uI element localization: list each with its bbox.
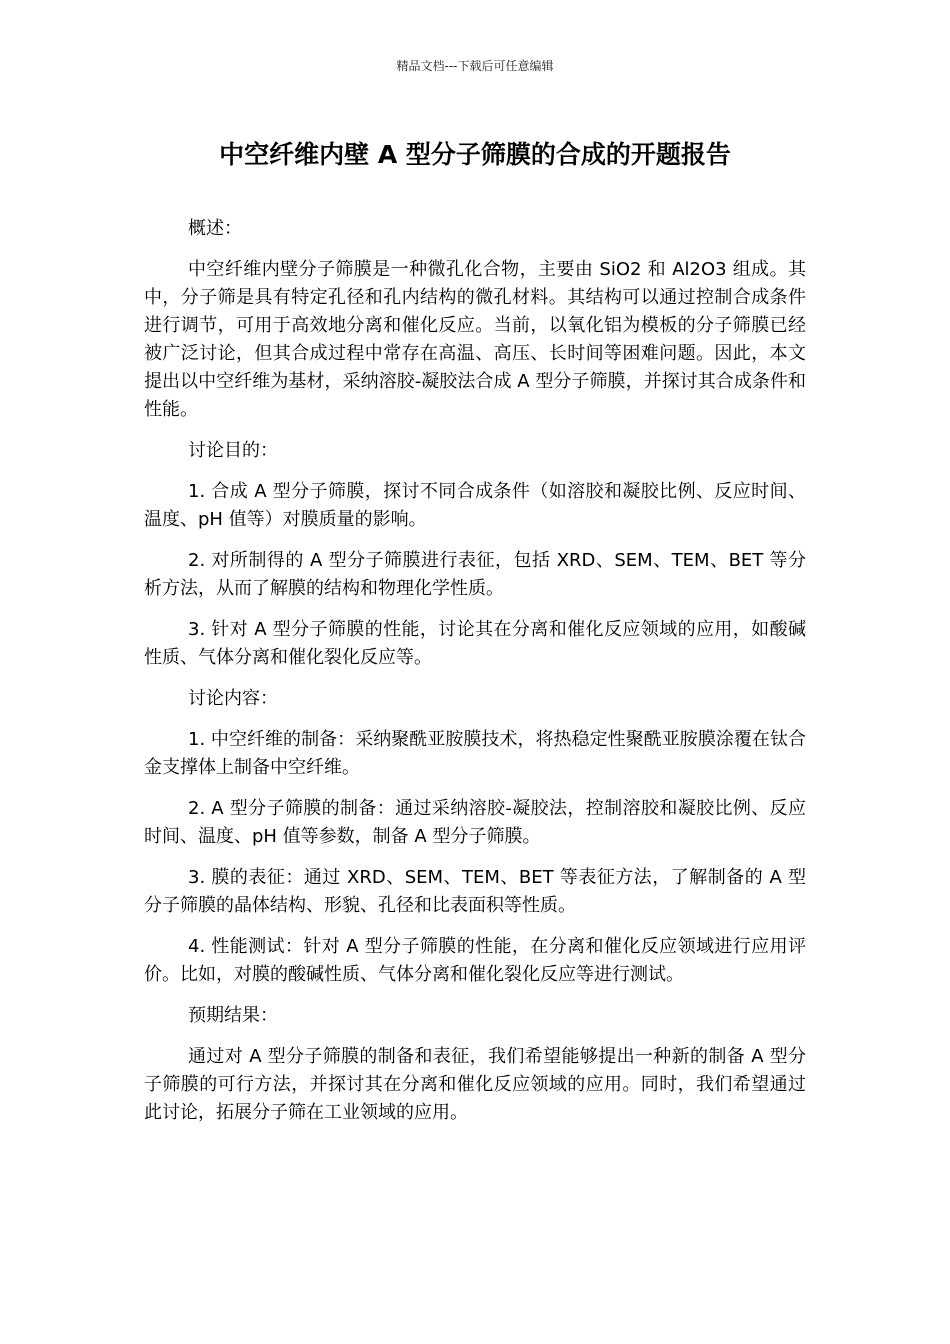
purpose-item: 1. 合成 A 型分子筛膜，探讨不同合成条件（如溶胶和凝胶比例、反应时间、温度、pH 值等）对膜质量的影响。 [144,481,806,530]
content-item: 4. 性能测试：针对 A 型分子筛膜的性能，在分离和催化反应领域进行应用评价。比如，对膜的酸碱性质、气体分离和催化裂化反应等进行测试。 [144,936,806,985]
content-item: 3. 膜的表征：通过 XRD、SEM、TEM、BET 等表征方法，了解制备的 A 型分子筛膜的晶体结构、形貌、孔径和比表面积等性质。 [144,867,806,916]
document-body [144,215,806,1140]
overview-paragraph: 中空纤维内壁分子筛膜是一种微孔化合物，主要由 SiO2 和 Al2O3 组成。其中，分子筛是具有特定孔径和孔内结构的微孔材料。其结构可以通过控制合成条件进行调节，可用于高效地分离和催化反应。当前，以氧化铝为模板的分子筛膜已经被广泛讨论，但其合成过程中常存在高温、高压、长时间等困难问题。因此，本文提出以中空纤维为基材，采纳溶胶-凝胶法合成 A 型分子筛膜，并探讨其合成条件和性能。 [144,259,806,420]
section-heading-expected: 预期结果： [188,1005,278,1026]
content-item: 2. A 型分子筛膜的制备：通过采纳溶胶-凝胶法，控制溶胶和凝胶比例、反应时间、温度、pH 值等参数，制备 A 型分子筛膜。 [144,798,806,847]
purpose-item: 3. 针对 A 型分子筛膜的性能，讨论其在分离和催化反应领域的应用，如酸碱性质、气体分离和催化裂化反应等。 [144,619,806,668]
section-heading-overview: 概述： [188,218,242,239]
content-item: 1. 中空纤维的制备：采纳聚酰亚胺膜技术，将热稳定性聚酰亚胺膜涂覆在钛合金支撑体上制备中空纤维。 [144,729,806,778]
section-heading-purpose: 讨论目的： [188,440,278,461]
section-heading-content: 讨论内容： [188,688,278,709]
document-title: 中空纤维内壁 A 型分子筛膜的合成的开题报告 [219,140,731,169]
expected-paragraph: 通过对 A 型分子筛膜的制备和表征，我们希望能够提出一种新的制备 A 型分子筛膜的可行方法，并探讨其在分离和催化反应领域的应用。同时，我们希望通过此讨论，拓展分子筛在工业领域的应用。 [144,1046,806,1123]
purpose-item: 2. 对所制得的 A 型分子筛膜进行表征，包括 XRD、SEM、TEM、BET 等分析方法，从而了解膜的结构和物理化学性质。 [144,550,806,599]
page-header-note: 精品文档---下载后可任意编辑 [396,59,554,73]
